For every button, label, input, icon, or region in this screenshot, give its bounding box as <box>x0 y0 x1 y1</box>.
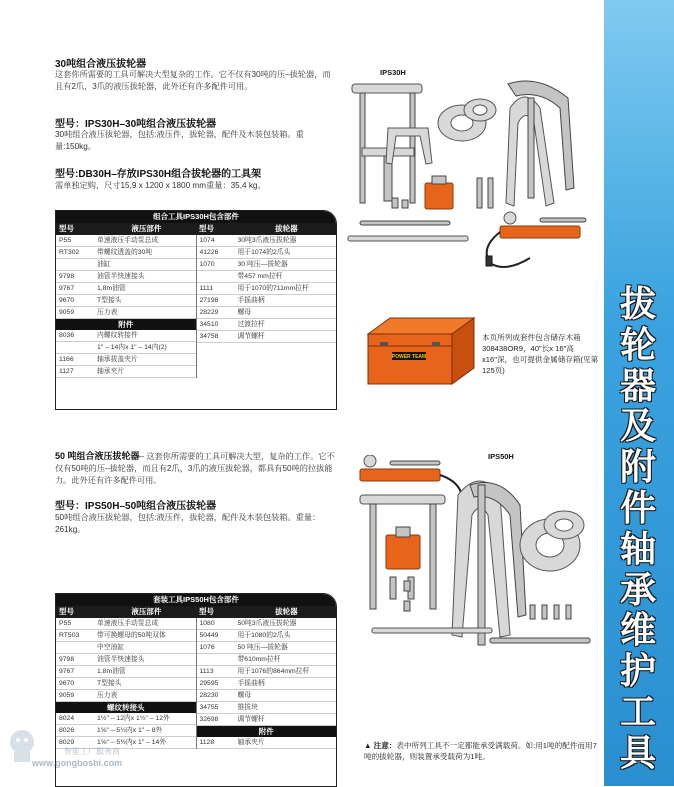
table-row <box>197 714 337 726</box>
cell-model: P55 <box>59 620 72 627</box>
cell-description: 螺母 <box>237 309 252 316</box>
cell-model <box>56 342 97 353</box>
cell-model: 41226 <box>199 249 219 256</box>
box-brand: POWER TEAM <box>391 354 427 360</box>
cell-model: 34755 <box>199 704 219 711</box>
cell-model: 8024 <box>59 715 75 722</box>
table-row <box>56 271 196 283</box>
model-ips30h-title: 型号：IPS30H–30吨组合液压拔轮器 <box>55 119 217 130</box>
col-header-model: 型号 <box>199 607 214 616</box>
cell-description: 1⅝" – 5½内x 1" – 8外 <box>97 727 163 734</box>
table-row <box>56 690 196 702</box>
table-row <box>56 666 196 678</box>
table-row <box>197 319 337 331</box>
cell-model: 27198 <box>199 297 219 304</box>
table-left-column <box>56 235 196 378</box>
cell-model: 8036 <box>59 332 75 339</box>
cell-model: RT503 <box>59 632 80 639</box>
cell-description: 1,8m油管 <box>97 285 126 292</box>
cell-model <box>56 642 97 653</box>
cell-description: 单速液压手动泵总成 <box>97 620 159 627</box>
cell-description: 带610mm拉杆 <box>237 656 281 663</box>
cell-description: 油管半快速接头 <box>97 656 145 663</box>
cell-description: 调节螺杆 <box>237 716 265 723</box>
table-row <box>56 366 196 378</box>
col-header-model: 型号 <box>59 224 74 233</box>
cell-description: 用于1070的711mm拉杆 <box>237 285 309 292</box>
table-row <box>56 247 196 259</box>
section1-title: 30吨组合液压拔轮器 <box>55 59 147 70</box>
cell-model: 32698 <box>199 716 219 723</box>
cell-description: 轴承拔盖夹片 <box>97 356 138 363</box>
cell-model: 9059 <box>59 309 75 316</box>
col-header-model: 型号 <box>59 607 74 616</box>
section1-desc: 这套你所需要的工具可解决大型复杂的工作。它不仅有30吨的压–拔轮器，而且有2爪，3爪的液压拔轮器，此外还有许多配件可用。 <box>55 70 331 91</box>
table-row <box>197 678 337 690</box>
table-row <box>197 690 337 702</box>
table-row <box>197 235 337 247</box>
table-row <box>197 630 337 642</box>
table-row <box>197 642 337 654</box>
cell-model: 9767 <box>59 668 75 675</box>
cell-description: 1⅝" – 5½内x 1" – 14外 <box>97 739 167 746</box>
watermark-line1: 智能工厂服务商 <box>64 747 120 756</box>
cell-model: 8029 <box>59 739 75 746</box>
cell-description: 1" – 14内x 1" – 14内(2) <box>97 344 167 351</box>
cell-model: 1074 <box>199 237 215 244</box>
note <box>364 740 600 762</box>
storage-note: 本页所列成套件包含储存木箱308438OR9，40"长x 16"高x16"深，也可提供金属储存箱(见第125页) <box>482 333 599 375</box>
photo-label-ips30h: IPS30H <box>380 68 406 77</box>
table-row <box>56 259 196 271</box>
table-row <box>197 271 337 283</box>
cell-description: 带可换螺母的50吨双体 <box>97 632 166 639</box>
col-header-hydraulic: 液压部件 <box>131 224 162 233</box>
table-subheader: 附件 <box>56 319 196 330</box>
model-ips50h-desc: 50吨组合液压拔轮器，包括:液压件，拔轮器，配件及木装包装箱。重量：261kg。 <box>55 513 321 534</box>
cell-model: 1166 <box>59 356 74 363</box>
cell-model: RT302 <box>59 249 80 256</box>
cell-model: 1113 <box>199 668 214 675</box>
cell-model: 8026 <box>59 727 75 734</box>
model-db30h-title: 型号:DB30H–存放IPS30H组合拔轮器的工具架 <box>55 169 262 180</box>
table-row <box>56 342 196 354</box>
cell-model: 9670 <box>59 680 75 687</box>
cell-model: 34758 <box>199 333 219 340</box>
cell-description: 50 吨压—拔轮器 <box>237 644 288 651</box>
table-row <box>56 283 196 295</box>
cell-description: 过渡拉杆 <box>237 321 265 328</box>
table-subheader: 螺纹转接头 <box>56 702 196 713</box>
cell-description: 用于1080的2爪头 <box>237 632 291 639</box>
cell-description: 手摇曲柄 <box>237 297 265 304</box>
cell-description: T型接头 <box>97 297 122 304</box>
cell-description: 油缸 <box>97 261 111 268</box>
ips50h-tools-illustration <box>350 455 600 735</box>
cell-model: 1128 <box>199 739 215 746</box>
cell-description: 手摇曲柄 <box>237 680 265 687</box>
cell-description: 1.8m油管 <box>97 668 126 675</box>
cell-description: T型接头 <box>97 680 122 687</box>
table-row <box>56 235 196 247</box>
table-row <box>197 737 337 749</box>
cell-description: 中空油缸 <box>97 644 125 651</box>
cell-model: 9059 <box>59 692 75 699</box>
table-row <box>197 259 337 271</box>
note-label: ▲ 注意： <box>364 741 397 750</box>
table-caption: 套装工具IPS50H包含部件 <box>56 594 336 606</box>
cell-model: 28229 <box>199 309 219 316</box>
col-header-puller: 拔轮器 <box>275 224 298 233</box>
cell-description: 油管半快速接头 <box>97 273 145 280</box>
cell-model: 50449 <box>199 632 219 639</box>
col-header-puller: 拔轮器 <box>275 607 298 616</box>
table-row <box>197 295 337 307</box>
cell-model: 9767 <box>59 285 75 292</box>
cell-description: 轴承夹片 <box>97 368 125 375</box>
table-row <box>197 307 337 319</box>
table-row <box>56 630 196 642</box>
cell-model: 9670 <box>59 297 75 304</box>
cell-model: 1076 <box>199 644 215 651</box>
cell-description: 螺母 <box>237 692 252 699</box>
table-ips30h <box>55 210 337 410</box>
cell-description: 用于1074的2爪头 <box>237 249 291 256</box>
section2-title: 50 吨组合液压拔轮器 <box>55 451 140 461</box>
table-row <box>197 247 337 259</box>
table-header <box>56 223 336 235</box>
table-row <box>197 618 337 630</box>
col-header-model: 型号 <box>199 224 214 233</box>
cell-description: 内螺纹转接件 <box>97 332 138 339</box>
table-right-column <box>196 618 337 749</box>
cell-model: P55 <box>59 237 72 244</box>
ips30h-tools-illustration <box>340 78 602 280</box>
model-ips30h-desc: 30吨组合液压拔轮器，包括:液压件，拔轮器，配件及木装包装箱。重量:150kg。 <box>55 130 304 151</box>
cell-model <box>197 654 238 665</box>
cell-description: 调节螺杆 <box>237 333 265 340</box>
cell-description: 压力表 <box>97 309 118 316</box>
cell-model: 9798 <box>59 656 75 663</box>
cell-model: 28230 <box>199 692 219 699</box>
table-row <box>197 283 337 295</box>
cell-model <box>56 259 97 270</box>
cell-model: 1070 <box>199 261 215 268</box>
cell-description: 推拔块 <box>237 704 258 711</box>
cell-description: 50吨3爪液压拔轮器 <box>237 620 297 627</box>
cell-model: 1111 <box>199 285 214 292</box>
table-row <box>56 330 196 342</box>
table-header <box>56 606 336 618</box>
cell-description: 轴承夹片 <box>237 739 265 746</box>
table-caption: 组合工具IPS30H包含部件 <box>56 211 336 223</box>
cell-description: 30 吨压—拔轮器 <box>237 261 288 268</box>
table-subheader: 附件 <box>197 726 337 737</box>
table-row <box>56 678 196 690</box>
note-text: 表中所列工具不一定都能承受满载荷。如:用1吨的配件而用7吨的拔轮器，则装置承受载荷为1吨。 <box>364 741 597 761</box>
model-db30h-desc: 需单独定购，尺寸15,9 x 1200 x 1800 mm重量：35,4 kg。 <box>55 181 266 190</box>
table-row <box>56 354 196 366</box>
cell-model <box>197 271 238 282</box>
table-row <box>197 654 337 666</box>
side-title: 拔轮器及附件轴承维护工具 <box>619 284 656 774</box>
watermark <box>2 720 122 780</box>
col-header-hydraulic: 液压部件 <box>131 607 162 616</box>
table-right-column <box>196 235 337 378</box>
watermark-line2: www.gongboshi.com <box>32 758 123 768</box>
cell-model: 1080 <box>199 620 215 627</box>
photo-label-ips50h: IPS50H <box>488 452 514 461</box>
table-row <box>197 666 337 678</box>
cell-model: 9798 <box>59 273 75 280</box>
cell-description: 带螺纹透盖的30吨 <box>97 249 153 256</box>
storage-box-illustration <box>360 312 478 388</box>
cell-model: 29595 <box>199 680 219 687</box>
cell-model: 1127 <box>59 368 74 375</box>
table-row <box>56 654 196 666</box>
cell-model: 34510 <box>199 321 219 328</box>
model-ips50h-title: 型号：IPS50H–50吨组合液压拔轮器 <box>55 501 217 512</box>
table-row <box>56 295 196 307</box>
table-row <box>197 702 337 714</box>
cell-description: 用于1076的864mm拉杆 <box>237 668 310 675</box>
table-row <box>56 307 196 319</box>
cell-description: 带457 mm拉杆 <box>237 273 283 280</box>
section2-desc: – 这套你所需要的工具可解决大型，复杂的工作。它不仅有50吨的压–拔轮器，而且有2爪，3爪的液压拔轮器，都具有50吨的拉拔能力。此外还有许多配件可用。 <box>55 452 335 485</box>
cell-description: 30吨3爪液压拔轮器 <box>237 237 297 244</box>
cell-description: 单速液压手动泵总成 <box>97 237 159 244</box>
table-row <box>56 642 196 654</box>
cell-description: 1½" – 12内x 1½" – 12外 <box>97 715 170 722</box>
cell-description: 压力表 <box>97 692 118 699</box>
table-row <box>197 331 337 343</box>
section2-intro <box>55 450 337 487</box>
table-row <box>56 618 196 630</box>
